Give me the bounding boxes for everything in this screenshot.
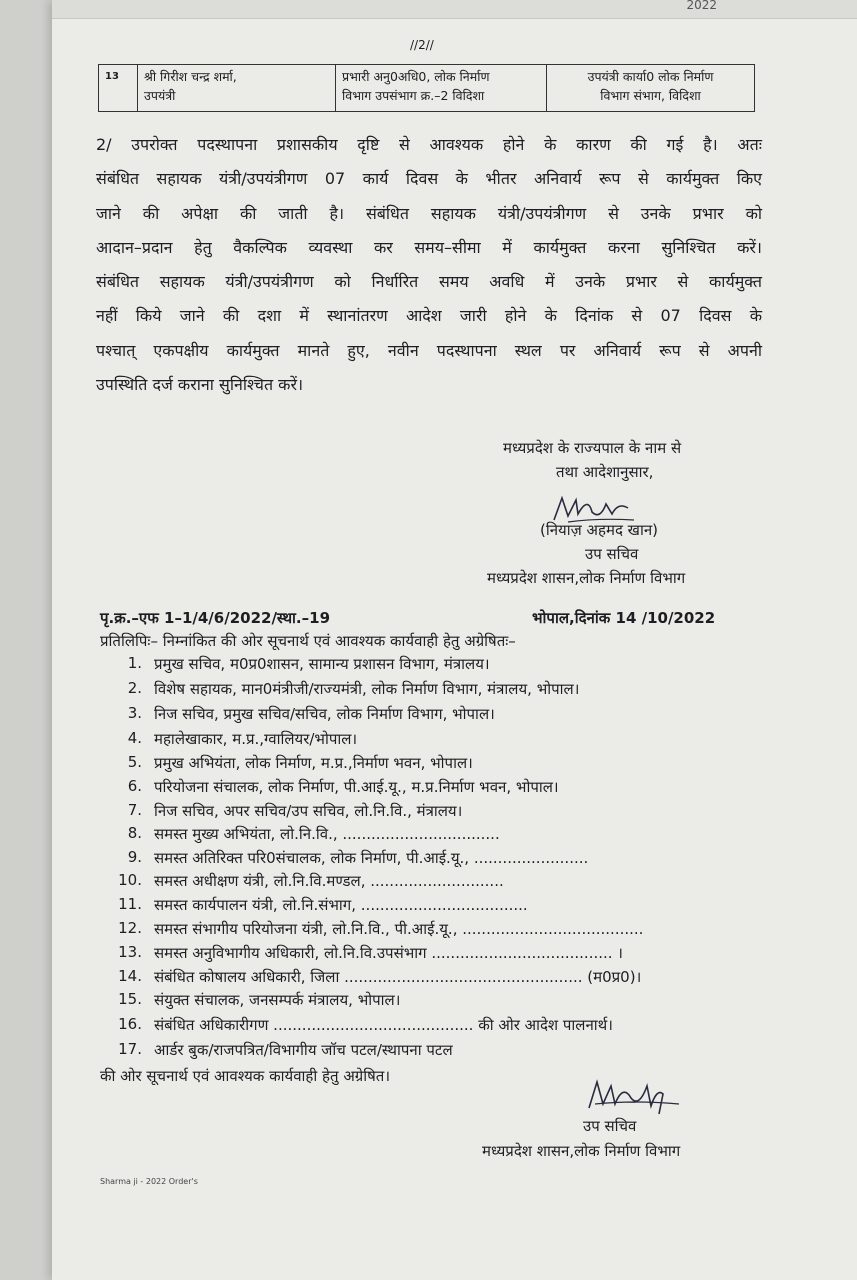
paragraph-line: 2/ उपरोक्त पदस्थापना प्रशासकीय दृष्टि से आवश्यक होने के कारण की गई है। अतः [96,135,762,154]
endorsement-ref: पृ.क्र.–एफ 1–1/4/6/2022/स्था.–19 [100,609,331,627]
authority-line-1: मध्यप्रदेश के राज्यपाल के नाम से [503,439,682,457]
closing-line: की ओर सूचनार्थ एवं आवश्यक कार्यवाही हेतु अग्रेषित। [100,1067,391,1085]
authority-line-2: तथा आदेशानुसार, [556,463,654,481]
order-paragraph [96,128,762,402]
paragraph-line: पश्चात् एकपक्षीय कार्यमुक्त मानते हुए, नवीन पदस्थापना स्थल पर अनिवार्य रूप से अपनी [96,340,762,360]
transfer-table [98,64,755,112]
paragraph-line: उपस्थिति दर्ज कराना सुनिश्चित करें। [96,375,304,395]
signatory-department: मध्यप्रदेश शासन,लोक निर्माण विभाग [487,569,686,587]
table-row [99,65,755,112]
page-number: //2// [410,38,434,52]
new-post-cell: उपयंत्री कार्या0 लोक निर्माण विभाग संभाग, विदिशा [547,65,755,112]
employee-name-cell: श्री गिरीश चन्द्र शर्मा, उपयंत्री [138,65,336,112]
copy-line: प्रतिलिपिः– निम्नांकित की ओर सूचनार्थ एवं आवश्यक कार्यवाही हेतु अग्रेषितः– [100,632,516,650]
footnote: Sharma ji - 2022 Order's [100,1177,198,1186]
signatory-name: (नियाज़ अहमद खान) [540,521,659,539]
endorsement-place-date: भोपाल,दिनांक 14 /10/2022 [532,609,716,627]
signature-2 [585,1074,685,1118]
paragraph-line: संबंधित सहायक यंत्री/उपयंत्रीगण को निर्धारित समय अवधि में उनके प्रभार से कार्यमुक्त [96,272,762,292]
top-fragment-text: 2022 [686,0,717,12]
paragraph-line: जाने की अपेक्षा की जाती है। संबंधित सहायक यंत्री/उपयंत्रीगण से उनके प्रभार को [96,203,762,223]
signatory-2-department: मध्यप्रदेश शासन,लोक निर्माण विभाग [482,1142,681,1160]
previous-page-edge [52,0,857,19]
signatory-2-designation: उप सचिव [583,1117,637,1135]
paragraph-line: संबंधित सहायक यंत्री/उपयंत्रीगण 07 कार्य दिवस के भीतर अनिवार्य रूप से कार्यमुक्त किए [96,169,762,189]
signatory-designation: उप सचिव [585,545,639,563]
paragraph-line: नहीं किये जाने की दशा में स्थानांतरण आदेश जारी होने के दिनांक से 07 दिवस के [96,306,762,326]
paragraph-line: आदान–प्रदान हेतु वैकल्पिक व्यवस्था कर समय–सीमा में कार्यमुक्त करना सुनिश्चित करें। [96,237,762,257]
serial-cell: 13 [99,65,138,112]
current-post-cell: प्रभारी अनु0अधि0, लोक निर्माण विभाग उपसंभाग क्र.–2 विदिशा [336,65,547,112]
